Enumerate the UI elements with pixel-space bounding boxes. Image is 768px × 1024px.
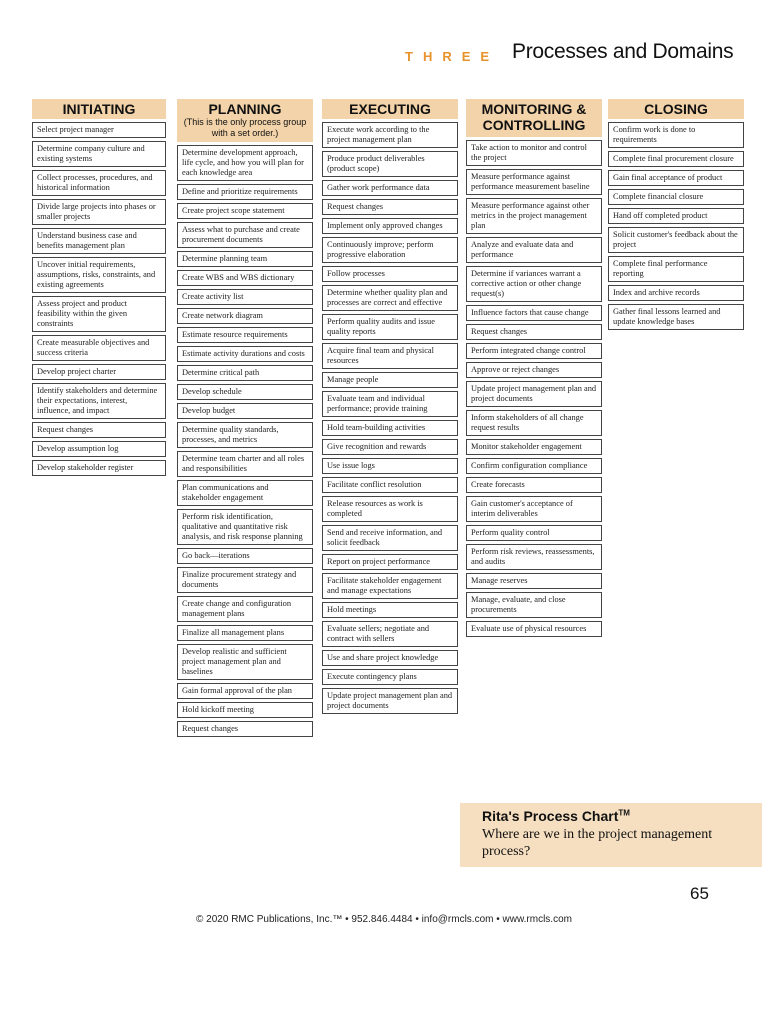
process-box: Execute contingency plans (322, 669, 458, 685)
process-box: Divide large projects into phases or smaller projects (32, 199, 166, 225)
callout-question: Where are we in the project management process? (482, 827, 713, 859)
process-box: Complete financial closure (608, 189, 744, 205)
callout-title: Rita's Process Chart™ (482, 808, 630, 824)
process-box: Report on project performance (322, 554, 458, 570)
process-box: Use issue logs (322, 458, 458, 474)
column-title: EXECUTING (349, 101, 431, 117)
process-box: Collect processes, procedures, and historical information (32, 170, 166, 196)
process-box: Uncover initial requirements, assumptions, risks, constraints, and existing agreements (32, 257, 166, 293)
column-header-monitoring-controlling (466, 99, 602, 137)
process-box: Perform risk identification, qualitative and quantitative risk analysis, and risk response planning (177, 509, 313, 545)
process-box: Analyze and evaluate data and performance (466, 237, 602, 263)
process-box: Create forecasts (466, 477, 602, 493)
process-box: Develop stakeholder register (32, 460, 166, 476)
column-title: CLOSING (644, 101, 708, 117)
process-box: Complete final procurement closure (608, 151, 744, 167)
process-box: Update project management plan and project documents (322, 688, 458, 714)
column-title: PLANNING (208, 101, 282, 117)
process-box: Produce product deliverables (product scope) (322, 151, 458, 177)
trademark-mark: TM (618, 808, 630, 818)
process-box: Create network diagram (177, 308, 313, 324)
process-box: Identify stakeholders and determine their expectations, interest, influence, and impact (32, 383, 166, 419)
process-box: Create project scope statement (177, 203, 313, 219)
process-box: Evaluate sellers; negotiate and contract with sellers (322, 621, 458, 647)
process-box: Perform quality control (466, 525, 602, 541)
process-box: Execute work according to the project management plan (322, 122, 458, 148)
process-box: Create WBS and WBS dictionary (177, 270, 313, 286)
chapter-word: THREE (405, 49, 500, 64)
process-box: Follow processes (322, 266, 458, 282)
process-box: Determine development approach, life cycle, and how you will plan for each knowledge area (177, 145, 313, 181)
process-box: Solicit customer's feedback about the project (608, 227, 744, 253)
column-subtitle: (This is the only process group with a set order.) (183, 117, 307, 138)
process-box: Give recognition and rewards (322, 439, 458, 455)
process-box: Use and share project knowledge (322, 650, 458, 666)
process-box: Confirm configuration compliance (466, 458, 602, 474)
process-box: Develop project charter (32, 364, 166, 380)
process-box: Develop budget (177, 403, 313, 419)
process-box: Develop assumption log (32, 441, 166, 457)
process-box: Select project manager (32, 122, 166, 138)
process-box: Measure performance against performance measurement baseline (466, 169, 602, 195)
process-box: Measure performance against other metrics in the project management plan (466, 198, 602, 234)
column-header-planning (177, 99, 313, 142)
process-chart-callout (460, 803, 762, 867)
process-box: Plan communications and stakeholder engagement (177, 480, 313, 506)
chapter-title: Processes and Domains (512, 40, 734, 63)
process-box: Determine critical path (177, 365, 313, 381)
process-box: Manage reserves (466, 573, 602, 589)
process-box: Evaluate use of physical resources (466, 621, 602, 637)
process-list (32, 122, 166, 476)
column-header-closing (608, 99, 744, 119)
process-box: Perform risk reviews, reassessments, and audits (466, 544, 602, 570)
process-box: Confirm work is done to requirements (608, 122, 744, 148)
process-box: Create change and configuration management plans (177, 596, 313, 622)
column-initiating (32, 99, 166, 476)
chapter-header (405, 40, 745, 70)
column-title: MONITORING & CONTROLLING (481, 101, 587, 133)
process-box: Approve or reject changes (466, 362, 602, 378)
process-box: Hold kickoff meeting (177, 702, 313, 718)
process-box: Gather work performance data (322, 180, 458, 196)
process-box: Hold meetings (322, 602, 458, 618)
process-box: Request changes (32, 422, 166, 438)
process-box: Determine company culture and existing systems (32, 141, 166, 167)
process-box: Finalize procurement strategy and documents (177, 567, 313, 593)
process-box: Release resources as work is completed (322, 496, 458, 522)
process-list (608, 122, 744, 330)
column-planning (177, 99, 313, 737)
process-box: Gather final lessons learned and update knowledge bases (608, 304, 744, 330)
column-header-executing (322, 99, 458, 119)
column-executing (322, 99, 458, 714)
process-box: Assess what to purchase and create procurement documents (177, 222, 313, 248)
process-box: Go back—iterations (177, 548, 313, 564)
process-box: Assess project and product feasibility within the given constraints (32, 296, 166, 332)
process-box: Inform stakeholders of all change request results (466, 410, 602, 436)
process-list (466, 140, 602, 637)
process-box: Hold team-building activities (322, 420, 458, 436)
process-box: Facilitate stakeholder engagement and manage expectations (322, 573, 458, 599)
footer-publisher: © 2020 RMC Publications, Inc.™ • 952.846.4484 • info@rmcls.com • www.rmcls.com (196, 914, 572, 925)
process-box: Update project management plan and project documents (466, 381, 602, 407)
process-box: Hand off completed product (608, 208, 744, 224)
process-box: Estimate resource requirements (177, 327, 313, 343)
process-box: Create measurable objectives and success criteria (32, 335, 166, 361)
process-box: Acquire final team and physical resources (322, 343, 458, 369)
process-box: Develop realistic and sufficient project management plan and baselines (177, 644, 313, 680)
process-box: Monitor stakeholder engagement (466, 439, 602, 455)
process-box: Define and prioritize requirements (177, 184, 313, 200)
process-box: Index and archive records (608, 285, 744, 301)
process-box: Facilitate conflict resolution (322, 477, 458, 493)
process-box: Create activity list (177, 289, 313, 305)
process-box: Request changes (177, 721, 313, 737)
process-box: Take action to monitor and control the project (466, 140, 602, 166)
column-monitoring-controlling (466, 99, 602, 637)
process-list (322, 122, 458, 714)
process-box: Manage, evaluate, and close procurements (466, 592, 602, 618)
process-box: Determine whether quality plan and processes are correct and effective (322, 285, 458, 311)
process-box: Estimate activity durations and costs (177, 346, 313, 362)
process-box: Gain customer's acceptance of interim deliverables (466, 496, 602, 522)
process-box: Influence factors that cause change (466, 305, 602, 321)
process-box: Develop schedule (177, 384, 313, 400)
process-box: Complete final performance reporting (608, 256, 744, 282)
process-box: Evaluate team and individual performance; provide training (322, 391, 458, 417)
process-box: Send and receive information, and solicit feedback (322, 525, 458, 551)
process-box: Perform quality audits and issue quality reports (322, 314, 458, 340)
process-box: Determine planning team (177, 251, 313, 267)
process-box: Request changes (466, 324, 602, 340)
process-box: Gain formal approval of the plan (177, 683, 313, 699)
process-box: Finalize all management plans (177, 625, 313, 641)
column-header-initiating (32, 99, 166, 119)
process-box: Perform integrated change control (466, 343, 602, 359)
process-box: Request changes (322, 199, 458, 215)
column-title: INITIATING (62, 101, 136, 117)
process-box: Implement only approved changes (322, 218, 458, 234)
process-box: Gain final acceptance of product (608, 170, 744, 186)
process-box: Determine team charter and all roles and responsibilities (177, 451, 313, 477)
process-box: Determine quality standards, processes, and metrics (177, 422, 313, 448)
process-box: Manage people (322, 372, 458, 388)
page-number: 65 (690, 884, 709, 903)
column-closing (608, 99, 744, 330)
process-list (177, 145, 313, 737)
process-box: Understand business case and benefits management plan (32, 228, 166, 254)
process-box: Determine if variances warrant a corrective action or other change request(s) (466, 266, 602, 302)
process-box: Continuously improve; perform progressive elaboration (322, 237, 458, 263)
